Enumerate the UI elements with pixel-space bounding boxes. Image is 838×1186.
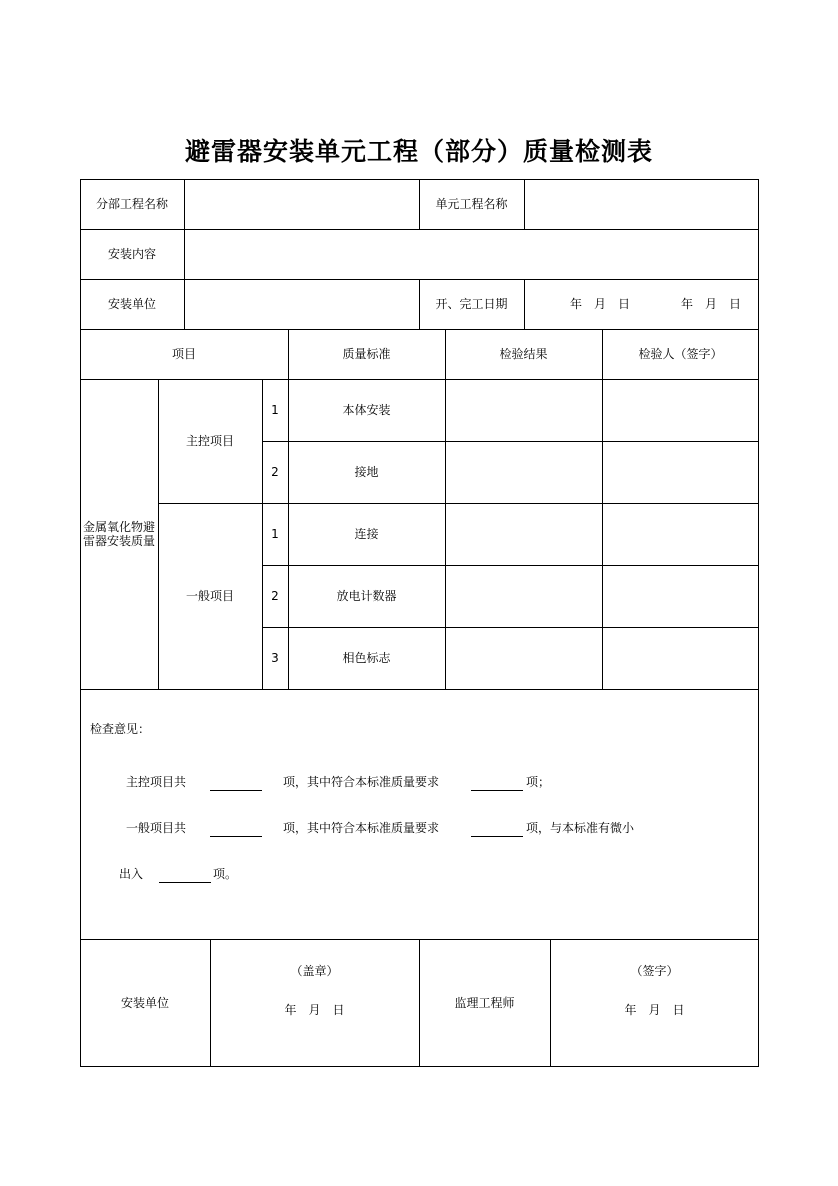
seal-label: （盖章） (290, 964, 339, 978)
row-standard-name: 放电计数器 (336, 589, 397, 603)
sub-project-field[interactable] (185, 180, 419, 229)
inspector-cell[interactable] (603, 628, 758, 689)
row-number: 2 (271, 589, 279, 603)
group-label-main: 主控项目 (185, 434, 234, 448)
result-cell[interactable] (446, 442, 602, 503)
main-pass-blank[interactable] (471, 790, 523, 791)
supervisor-label: 监理工程师 (454, 996, 515, 1010)
col-divider (524, 279, 525, 329)
result-cell[interactable] (446, 566, 602, 627)
opinion-main-suffix: 项； (526, 775, 551, 789)
row-standard-name: 本体安装 (342, 403, 391, 417)
date-label: 开、完工日期 (435, 297, 508, 311)
row-number: 3 (271, 651, 279, 665)
general-count-blank[interactable] (210, 836, 262, 837)
inspector-cell[interactable] (603, 380, 758, 441)
unit-project-field[interactable] (525, 180, 758, 229)
group-label-general: 一般项目 (185, 589, 234, 603)
general-pass-blank[interactable] (471, 836, 523, 837)
install-content-field[interactable] (185, 230, 758, 279)
col-header-standard: 质量标准 (342, 347, 391, 361)
opinion-general-middle: 项，其中符合本标准质量要求 (283, 821, 440, 835)
main-count-blank[interactable] (210, 790, 262, 791)
sign-date[interactable]: 年 月 日 (624, 1003, 685, 1017)
row-standard-name: 连接 (354, 527, 379, 541)
row-standard-name: 接地 (354, 465, 379, 479)
col-header-item: 项目 (171, 347, 196, 361)
col-header-inspector: 检验人（签字） (638, 347, 723, 361)
opinion-general-suffix: 项，与本标准有微小 (526, 821, 635, 835)
install-content-label: 安装内容 (107, 247, 156, 261)
inspector-cell[interactable] (603, 442, 758, 503)
result-cell[interactable] (446, 504, 602, 565)
opinion-deviation-suffix: 项。 (213, 867, 238, 881)
date-start[interactable]: 年 月 日 (570, 297, 631, 311)
sub-project-label: 分部工程名称 (95, 197, 168, 211)
footer-install-unit-label: 安装单位 (120, 996, 169, 1010)
sign-label: （签字） (630, 964, 679, 978)
opinion-main-prefix: 主控项目共 (126, 775, 187, 789)
unit-project-label: 单元工程名称 (435, 197, 508, 211)
row-number: 2 (271, 465, 279, 479)
row-divider (80, 689, 759, 690)
row-number: 1 (271, 403, 279, 417)
row-number: 1 (271, 527, 279, 541)
inspector-cell[interactable] (603, 504, 758, 565)
opinion-label: 检查意见： (90, 722, 151, 736)
result-cell[interactable] (446, 380, 602, 441)
seal-date[interactable]: 年 月 日 (284, 1003, 345, 1017)
deviation-count-blank[interactable] (159, 882, 211, 883)
result-cell[interactable] (446, 628, 602, 689)
row-standard-name: 相色标志 (342, 651, 391, 665)
inspector-cell[interactable] (603, 566, 758, 627)
category-label: 金属氧化物避雷器安装质量 (82, 520, 155, 548)
opinion-general-prefix: 一般项目共 (126, 821, 187, 835)
opinion-main-middle: 项，其中符合本标准质量要求 (283, 775, 440, 789)
page-title: 避雷器安装单元工程（部分）质量检测表 (184, 137, 653, 166)
col-header-result: 检验结果 (499, 347, 548, 361)
opinion-deviation-prefix: 出入 (119, 867, 144, 881)
date-end[interactable]: 年 月 日 (681, 297, 742, 311)
install-unit-label: 安装单位 (107, 297, 156, 311)
install-unit-field[interactable] (185, 280, 419, 329)
